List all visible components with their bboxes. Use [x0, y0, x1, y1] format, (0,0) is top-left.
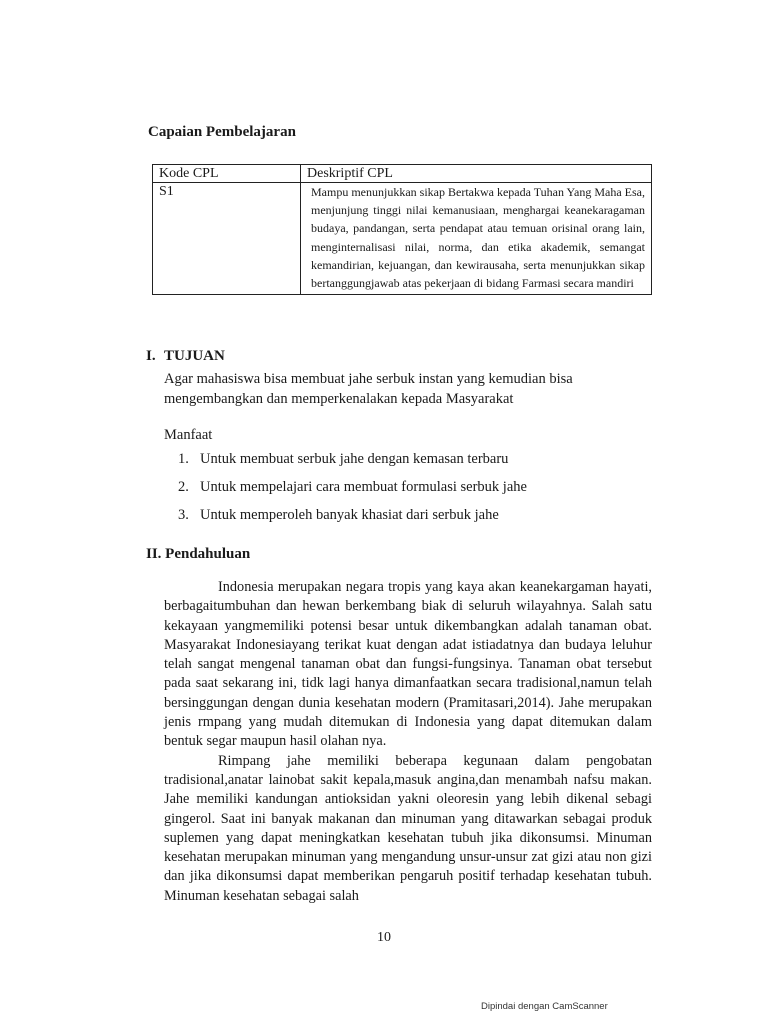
list-item-number: 3. — [178, 507, 189, 523]
section-heading-pendahuluan: II. Pendahuluan — [146, 546, 251, 562]
list-item-text: Untuk memperoleh banyak khasiat dari serbuk jahe — [200, 507, 499, 523]
table-header-row — [153, 165, 652, 183]
page-number: 10 — [377, 930, 391, 945]
paragraph: Rimpang jahe memiliki beberapa kegunaan dalam pengobatan tradisional,anatar lainobat sakit kepala,masuk angina,dan menambah nafsu makan. Jahe memiliki kandungan antioksidan yakni oleoresin yang lebih dikenal sebagi gingerol. Saat ini banyak makanan dan minuman yang ditawarkan sebagai produk suplemen yang dapat meningkatkan kesehatan tubuh jika dikonsumsi. Minuman kesehatan merupakan minuman yang mengandung unsur-unsur zat gizi atau non gizi dan jika dikonsumsi dapat memberikan pengaruh positif terhadap kesehatan tubuh. Minuman kesehatan sebagai salah — [164, 752, 652, 904]
column-header-description: Deskriptif CPL — [301, 165, 652, 183]
list-item-number: 2. — [178, 479, 189, 495]
column-header-code: Kode CPL — [153, 165, 301, 183]
cpl-heading: Capaian Pembelajaran — [148, 124, 296, 140]
tujuan-text: Agar mahasiswa bisa membuat jahe serbuk instan yang kemudian bisa mengembangkan dan memperkenalakan kepada Masyarakat — [164, 371, 573, 407]
section-title: TUJUAN — [164, 348, 225, 364]
cpl-table — [152, 164, 652, 295]
section-number: I. — [146, 348, 156, 364]
section-heading-tujuan — [146, 348, 225, 365]
list-item-text: Untuk mempelajari cara membuat formulasi serbuk jahe — [200, 479, 527, 495]
paragraph: Indonesia merupakan negara tropis yang kaya akan keanekargaman hayati, berbagaitumbuhan dan hewan berkembang biak di seluruh wilayahnya. Salah satu kekayaan yangmemiliki potensi besar untuk dikembangkan adalah tanaman obat. Masyarakat Indonesiayang terikat kuat dengan adat istiadatnya dan budaya leluhur telah sangat mengenal tanaman obat dan fungsi-fungsinya. Tanaman obat tersebut pada saat sekarang ini, tidk lagi hanya dimanfaatkan secara tradisional,namun telah bersinggungan dengan dunia kesehatan modern (Pramitasari,2014). Jahe merupakan jenis rmpang yang mudah ditemukan di Indonesia yang dapat ditemukan dalam bentuk segar maupun hasil olahan nya. — [164, 579, 652, 750]
scanner-watermark: Dipindai dengan CamScanner — [481, 1001, 608, 1012]
table-row — [153, 183, 652, 295]
list-item — [164, 507, 527, 535]
list-item-number: 1. — [178, 451, 189, 467]
list-item — [164, 479, 527, 507]
manfaat-label: Manfaat — [164, 427, 213, 443]
cpl-code-cell: S1 — [153, 183, 301, 295]
cpl-description-cell: Mampu menunjukkan sikap Bertakwa kepada Tuhan Yang Maha Esa, menjunjung tinggi nilai kemanusiaan, menghargai keanekaragaman budaya, pandangan, serta pendapat atau temuan orisinal orang lain, menginternalisasi nilai, norma, dan etika akademik, semangat kemandirian, kejuangan, dan kewirausaha, serta menunjukkan sikap bertanggungjawab atas pekerjaan di bidang Farmasi secara mandiri — [301, 183, 652, 295]
pendahuluan-body — [164, 578, 652, 906]
list-item-text: Untuk membuat serbuk jahe dengan kemasan terbaru — [200, 451, 509, 467]
manfaat-list — [164, 451, 527, 535]
list-item — [164, 451, 527, 479]
